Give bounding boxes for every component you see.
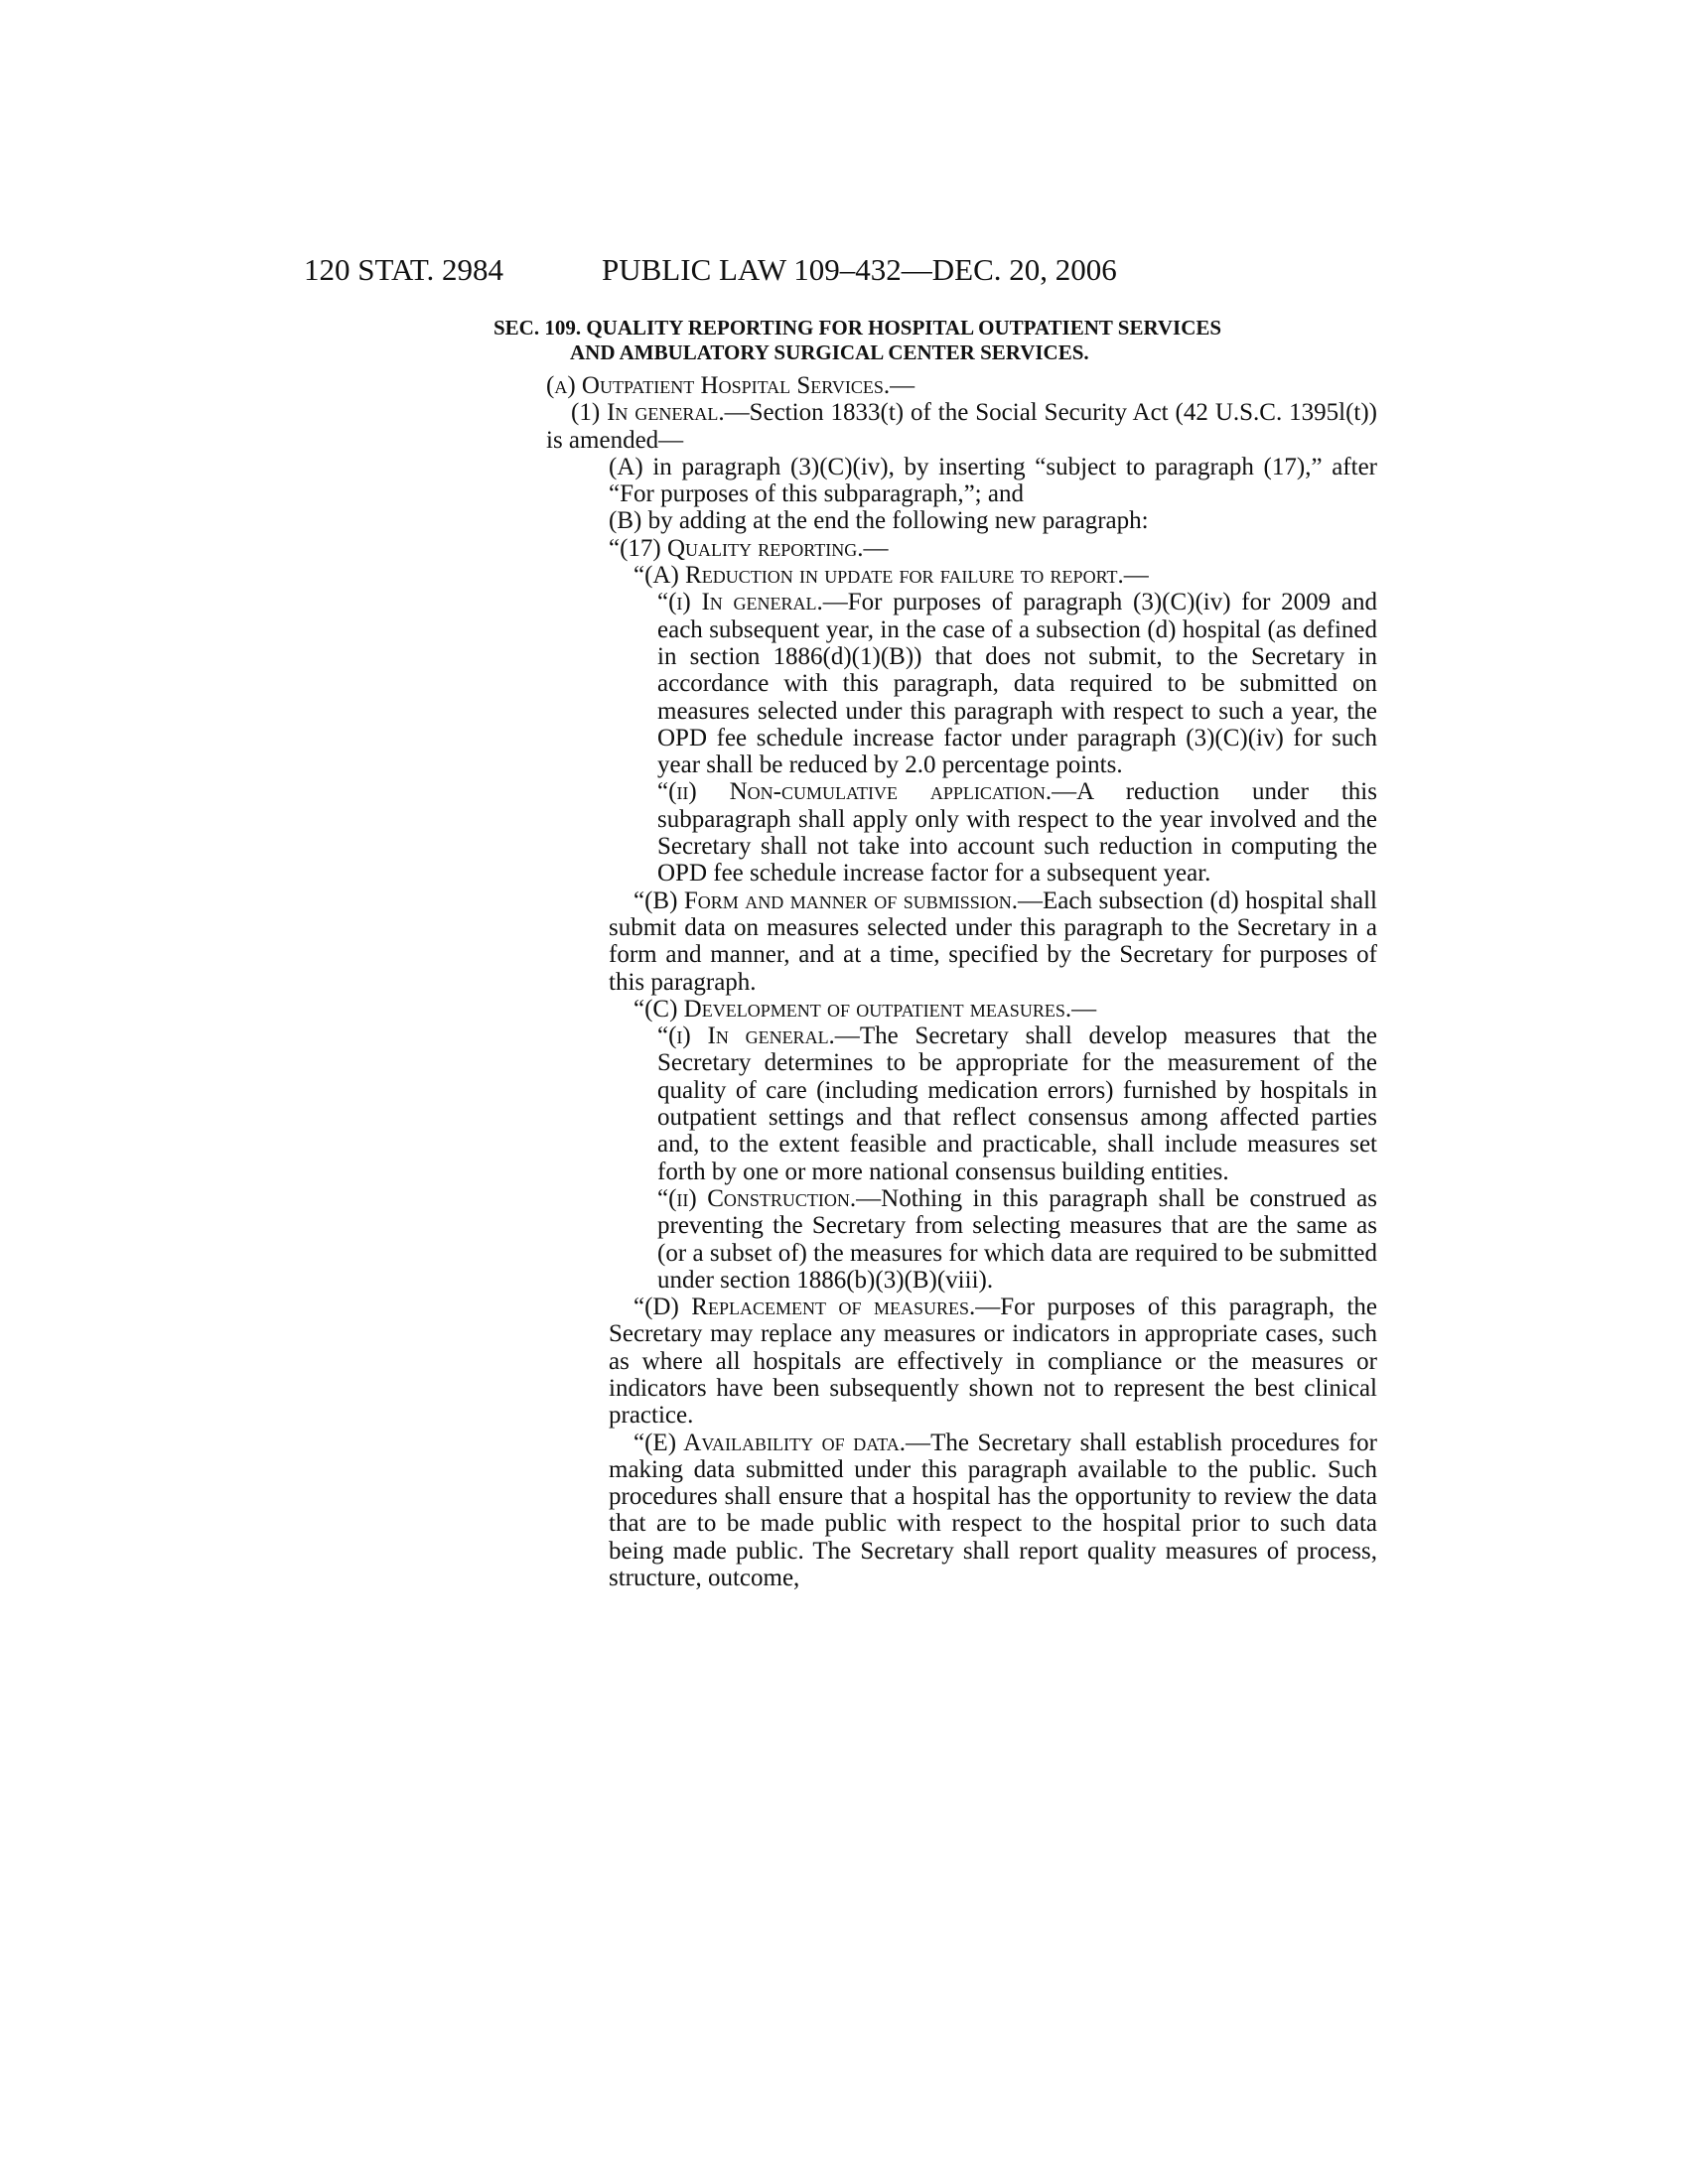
clause-17C-i xyxy=(657,1023,1377,1185)
clause-17C-i-text: The Secretary shall develop measures that the Secretary determines to be appropriate for the measurement of the quality of care (including medication errors) furnished by hospitals in outpatient settings and that reflect consensus among affected parties and, to the extent feasible and practicable, shall include measures set forth by one or more national consensus building entities. xyxy=(657,1023,1377,1185)
subparagraph-17B-text: Each subsection (d) hospital shall submit data on measures selected under this paragraph to the Secretary in a form and manner, and at a time, specified by the Secretary for purposes of this paragraph. xyxy=(609,887,1377,996)
clause-17A-i-text: For purposes of paragraph (3)(C)(iv) for 2009 and each subsequent year, in the case of a subsection (d) hospital (as defined in section 1886(d)(1)(B)) that does not submit, to the Secretary in accordance with this paragraph, data required to be submitted on measures selected under this paragraph with respect to such a year, the OPD fee schedule increase factor under paragraph (3)(C)(iv) for such year shall be reduced by 2.0 percentage points. xyxy=(657,589,1377,779)
law-title: PUBLIC LAW 109–432—DEC. 20, 2006 xyxy=(602,252,1117,287)
section-heading-line-2: AND AMBULATORY SURGICAL CENTER SERVICES. xyxy=(570,341,1089,364)
section-body xyxy=(546,372,1377,1591)
subparagraph-17E-heading: “(E) Availability of data.— xyxy=(633,1429,931,1456)
stat-reference: 120 STAT. 2984 xyxy=(304,252,504,287)
clause-17C-i-heading: “(i) In general.— xyxy=(657,1023,860,1050)
clause-A xyxy=(609,454,1377,508)
paragraph-1 xyxy=(546,399,1377,454)
clause-17A-i xyxy=(657,589,1377,778)
clause-17A-ii-text: A reduction under this subparagraph shall apply only with respect to the year involved and the Secretary shall not take into account such reduction in computing the OPD fee schedule increase factor for a subsequent year. xyxy=(657,778,1377,887)
clause-17A-ii-heading: “(ii) Non-cumulative application.— xyxy=(657,778,1077,806)
subparagraph-17E-text: The Secretary shall establish procedures for making data submitted under this paragraph available to the public. Such procedures shall ensure that a hospital has the opportunity to review the data that are to be made public with respect to the hospital prior to such data being made public. The Secretary shall report quality measures of process, structure, outcome, xyxy=(609,1429,1377,1592)
clause-A-text: (A) in paragraph (3)(C)(iv), by inserting “subject to paragraph (17),” after “For purposes of this subparagraph,”; and xyxy=(609,453,1377,508)
subparagraph-17E xyxy=(609,1430,1377,1592)
subparagraph-17D xyxy=(609,1294,1377,1429)
subparagraph-17C xyxy=(609,996,1377,1023)
subparagraph-17C-heading: “(C) Development of outpatient measures.— xyxy=(633,995,1097,1023)
clause-B-text: (B) by adding at the end the following new paragraph: xyxy=(609,507,1149,535)
section-heading-line-1: SEC. 109. QUALITY REPORTING FOR HOSPITAL OUTPATIENT SERVICES xyxy=(493,316,1222,340)
subparagraph-17B xyxy=(609,887,1377,996)
clause-17A-i-heading: “(i) In general.— xyxy=(657,589,848,616)
subsection-a-heading: (a) Outpatient Hospital Services.— xyxy=(546,372,915,399)
subsection-a xyxy=(546,372,1377,399)
clause-17A-ii xyxy=(657,778,1377,887)
paragraph-1-text: Section 1833(t) of the Social Security Act (42 U.S.C. 1395l(t)) is amended— xyxy=(546,399,1377,454)
clause-17C-ii-text: Nothing in this paragraph shall be construed as preventing the Secretary from selecting measures that are the same as (or a subset of) the measures for which data are required to be submitted under section 1886(b)(3)(B)(viii). xyxy=(657,1184,1377,1294)
paragraph-1-heading: (1) In general.— xyxy=(571,399,750,427)
subparagraph-17D-text: For purposes of this paragraph, the Secretary may replace any measures or indicators in appropriate cases, such as where all hospitals are effectively in compliance or the measures or indicators have been subsequently shown not to represent the best clinical practice. xyxy=(609,1294,1377,1430)
section-heading xyxy=(493,316,1377,365)
subparagraph-17A xyxy=(609,562,1377,589)
clause-17C-ii xyxy=(657,1185,1377,1294)
clause-17C-ii-heading: “(ii) Construction.— xyxy=(657,1184,882,1212)
subparagraph-17B-heading: “(B) Form and manner of submission.— xyxy=(633,887,1044,914)
page-header xyxy=(304,250,1297,290)
paragraph-17 xyxy=(609,535,1377,562)
paragraph-17-heading: “(17) Quality reporting.— xyxy=(609,534,889,562)
subparagraph-17D-heading: “(D) Replacement of measures.— xyxy=(633,1294,1001,1321)
subparagraph-17A-heading: “(A) Reduction in update for failure to report.— xyxy=(633,562,1149,590)
clause-B xyxy=(609,507,1377,534)
